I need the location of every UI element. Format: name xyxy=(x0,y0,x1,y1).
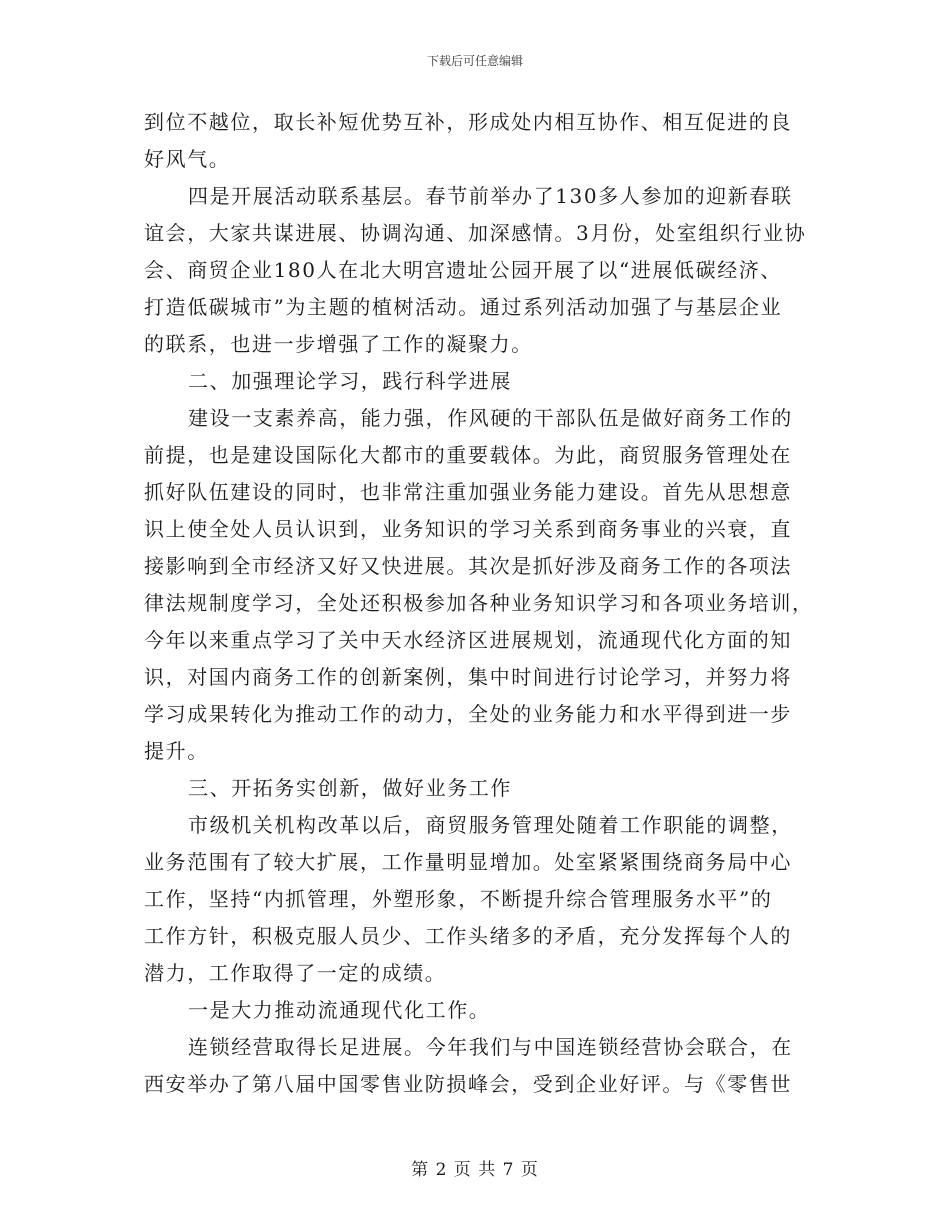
text-line: 好风气。 xyxy=(144,147,231,171)
text-line: 西安举办了第八届中国零售业防损峰会，受到企业好评。与《零售世 xyxy=(144,1072,792,1096)
text-line: 的联系，也进一步增强了工作的凝聚力。 xyxy=(144,332,533,356)
page-footer: 第 2 页 共 7 页 xyxy=(411,1160,539,1180)
section-heading: 二、加强理论学习，践行科学进展 xyxy=(188,369,512,393)
text-line: 工作方针，积极克服人员少、工作头绪多的矛盾，充分发挥每个人的 xyxy=(144,924,792,948)
text-line: 市级机关机构改革以后，商贸服务管理处随着工作职能的调整， xyxy=(188,813,793,837)
text-line: 识上使全处人员认识到，业务知识的学习关系到商务事业的兴衰，直 xyxy=(144,517,792,541)
document-body xyxy=(144,104,814,1103)
text-line: 学习成果转化为推动工作的动力，全处的业务能力和水平得到进一步 xyxy=(144,702,792,726)
text-line: 一是大力推动流通现代化工作。 xyxy=(188,998,491,1022)
text-line: 提升。 xyxy=(144,739,209,763)
text-line: 谊会，大家共谋进展、协调沟通、加深感情。3月份，处室组织行业协 xyxy=(144,221,807,245)
text-line: 今年以来重点学习了关中天水经济区进展规划，流通现代化方面的知 xyxy=(144,628,792,652)
text-line: 潜力，工作取得了一定的成绩。 xyxy=(144,961,447,985)
text-line: 接影响到全市经济又好又快进展。其次是抓好涉及商务工作的各项法 xyxy=(144,554,792,578)
text-line: 识，对国内商务工作的创新案例，集中时间进行讨论学习，并努力将 xyxy=(144,665,792,689)
text-line: 工作，坚持“内抓管理，外塑形象，不断提升综合管理服务水平”的 xyxy=(144,887,773,911)
text-line: 业务范围有了较大扩展，工作量明显增加。处室紧紧围绕商务局中心 xyxy=(144,850,792,874)
section-heading: 三、开拓务实创新，做好业务工作 xyxy=(188,776,512,800)
text-line: 建设一支素养高，能力强，作风硬的干部队伍是做好商务工作的 xyxy=(188,406,793,430)
page-header: 下载后可任意编辑 xyxy=(426,54,523,68)
text-line: 抓好队伍建设的同时，也非常注重加强业务能力建设。首先从思想意 xyxy=(144,480,792,504)
text-line: 到位不越位，取长补短优势互补，形成处内相互协作、相互促进的良 xyxy=(144,110,792,134)
text-line: 会、商贸企业180人在北大明宫遗址公园开展了以“进展低碳经济、 xyxy=(144,258,782,282)
text-line: 打造低碳城市”为主题的植树活动。通过系列活动加强了与基层企业 xyxy=(144,295,783,319)
text-line: 四是开展活动联系基层。春节前举办了130多人参加的迎新春联 xyxy=(188,184,793,208)
text-line: 前提，也是建设国际化大都市的重要载体。为此，商贸服务管理处在 xyxy=(144,443,792,467)
text-line: 连锁经营取得长足进展。今年我们与中国连锁经营协会联合，在 xyxy=(188,1035,793,1059)
text-line: 律法规制度学习，全处还积极参加各种业务知识学习和各项业务培训， xyxy=(144,591,814,615)
